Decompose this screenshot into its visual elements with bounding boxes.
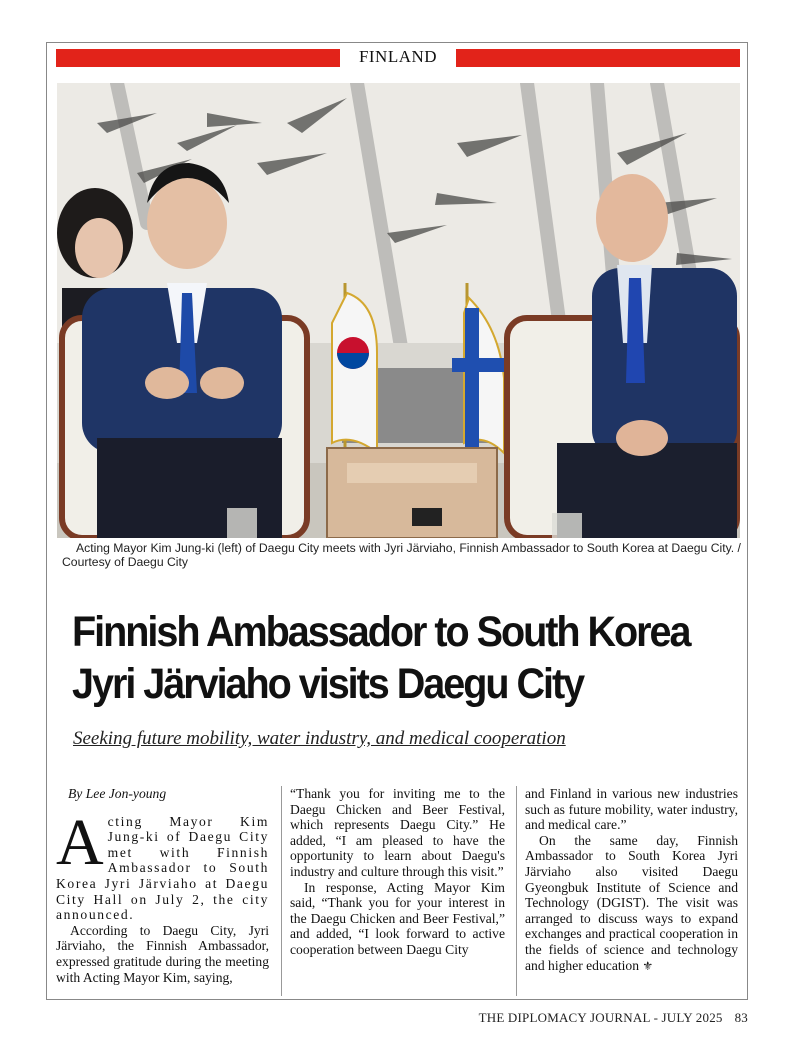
paragraph-6 xyxy=(525,833,738,974)
paragraph-6-text: On the same day, Finnish Ambassador to South Korea Jyri Järviaho also visited Daegu Gyeongbuk Institute of Science and Technology (DGIST). The visit was arranged to discuss ways to expand exchanges and practical cooperation in the fields of science and technology and higher education xyxy=(525,832,738,973)
article-column-1 xyxy=(56,786,269,985)
article-column-2 xyxy=(290,786,505,958)
section-bar-right xyxy=(456,49,740,67)
page-number: 83 xyxy=(734,1010,748,1025)
paragraph-1-text: cting Mayor Kim Jung-ki of Daegu City met with Finnish Ambassador to South Korea Jyri Järviaho at Daegu City Hall on July 2, the city announced. xyxy=(56,813,269,923)
page-footer xyxy=(479,1010,748,1026)
publication-name: THE DIPLOMACY JOURNAL - JULY 2025 xyxy=(478,1010,723,1025)
headline-line-1: Finnish Ambassador to South Korea xyxy=(72,608,690,656)
subheadline: Seeking future mobility, water industry, and medical cooperation xyxy=(73,728,566,749)
paragraph-5: and Finland in various new industries such as future mobility, water industry, and medical care.” xyxy=(525,786,738,833)
drop-cap: A xyxy=(56,805,104,879)
section-label: FINLAND xyxy=(358,47,438,66)
paragraph-2: According to Daegu City, Jyri Järviaho, the Finnish Ambassador, expressed gratitude during the meeting with Acting Mayor Kim, saying, xyxy=(56,922,269,985)
meeting-photo xyxy=(57,83,740,538)
section-header xyxy=(56,49,740,67)
headline-line-2: Jyri Järviaho visits Daegu City xyxy=(72,660,584,708)
section-bar-left xyxy=(56,49,340,67)
column-divider xyxy=(516,786,517,996)
photo-caption: Acting Mayor Kim Jung-ki (left) of Daegu City meets with Jyri Järviaho, Finnish Ambassador to South Korea at Daegu City. / Courtesy of Daegu City xyxy=(62,541,741,569)
paragraph-1 xyxy=(56,805,269,923)
paragraph-3: “Thank you for inviting me to the Daegu Chicken and Beer Festival, which represents Daegu City.” He added, “I am pleased to have the opportunity to learn about Daegu's industry and culture through this visit.” xyxy=(290,786,505,879)
paragraph-4: In response, Acting Mayor Kim said, “Thank you for your interest in the Daegu Chicken and Beer Festival,” and added, “I look forward to active cooperation between Daegu City xyxy=(290,879,505,957)
article-column-3 xyxy=(525,786,738,974)
column-divider xyxy=(281,786,282,996)
end-mark-icon: ⚜ xyxy=(642,958,654,973)
headline xyxy=(72,606,698,710)
byline: By Lee Jon-young xyxy=(68,786,167,801)
